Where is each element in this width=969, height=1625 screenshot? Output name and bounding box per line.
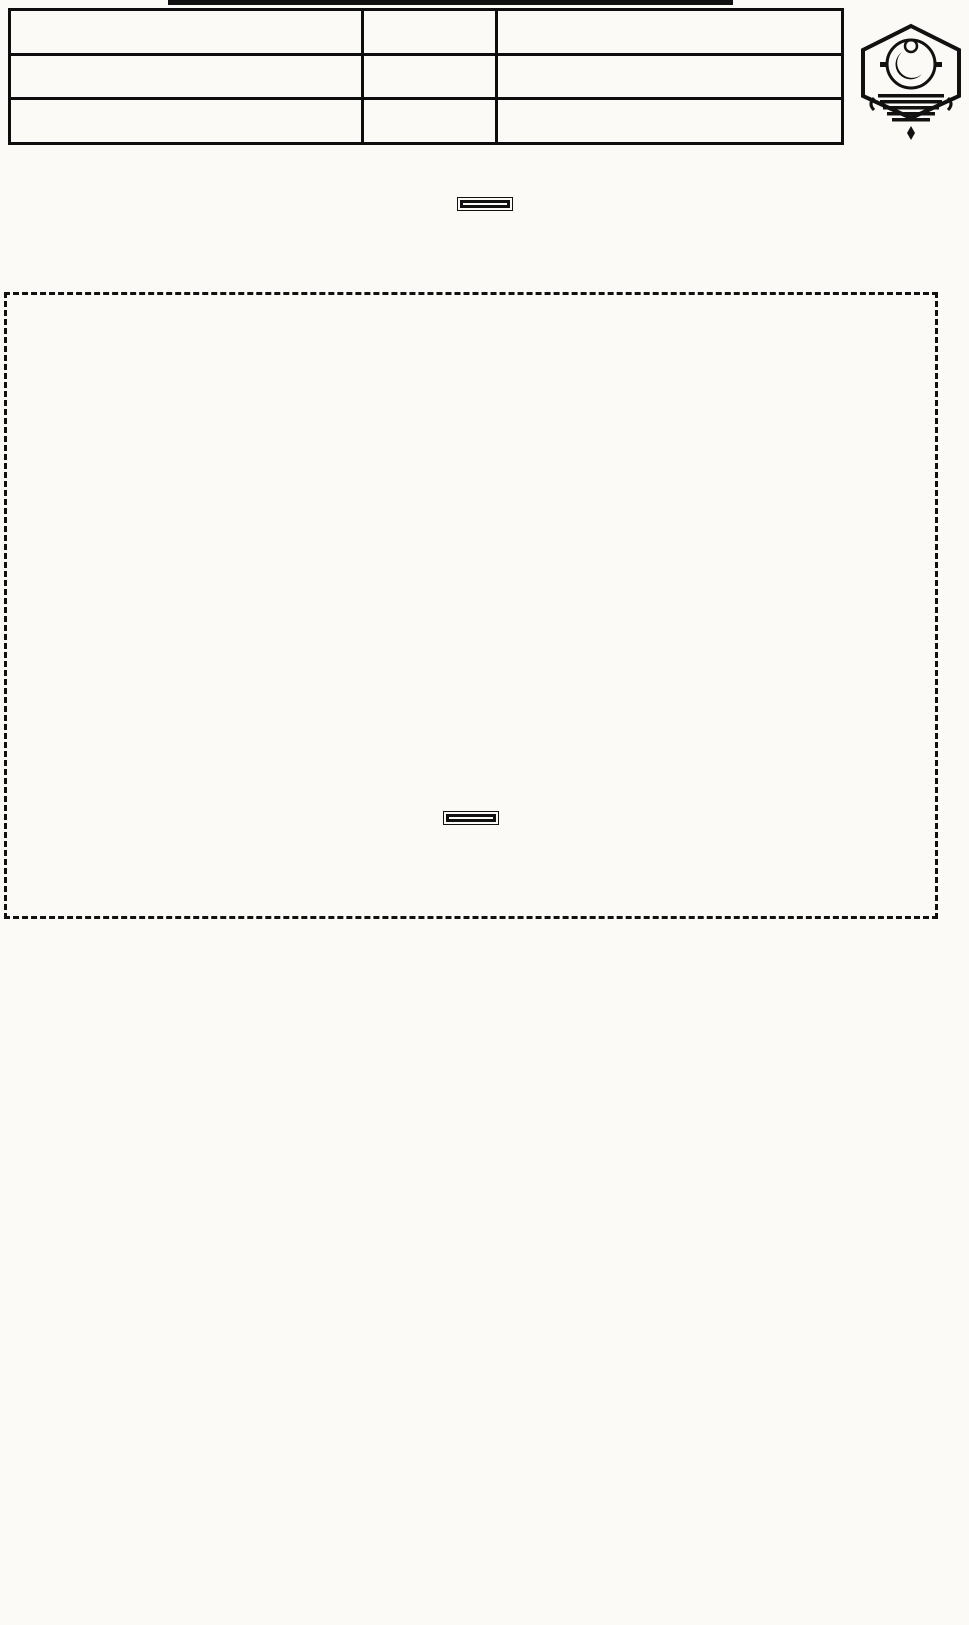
page-edge-mark: [168, 0, 733, 5]
question-row: [13, 374, 929, 399]
question-row: [13, 644, 929, 669]
question-row: [13, 719, 929, 744]
part1-title-box: [460, 200, 510, 208]
urdu-instruction-1: [0, 150, 969, 176]
header-table: [8, 8, 844, 145]
question-row: [13, 694, 929, 719]
part2-bar: [13, 798, 929, 838]
part1-questions: [13, 299, 929, 794]
instructions: [0, 150, 969, 222]
question-row: [13, 324, 929, 349]
question-row: [13, 769, 929, 794]
question-row: [13, 569, 929, 594]
question-row: [13, 399, 929, 424]
question-row: [13, 744, 929, 769]
footer: [13, 864, 929, 906]
english-line: [13, 524, 929, 546]
urdu-line: [13, 500, 929, 524]
question-row: [13, 669, 929, 694]
question-row: [13, 500, 929, 568]
header: [8, 8, 966, 145]
question-row: [13, 424, 929, 449]
part1-bar: [0, 186, 969, 222]
part2-title-box: [446, 814, 496, 822]
english-line: [13, 546, 929, 568]
board-seal-icon: [856, 22, 966, 140]
question-row: [13, 349, 929, 374]
question-row: [13, 474, 929, 499]
question-row: [13, 594, 929, 619]
question-row: [13, 299, 929, 324]
question-row: [13, 449, 929, 474]
question-row: [13, 619, 929, 644]
question-area: [4, 292, 938, 919]
board-logo: [856, 8, 966, 145]
